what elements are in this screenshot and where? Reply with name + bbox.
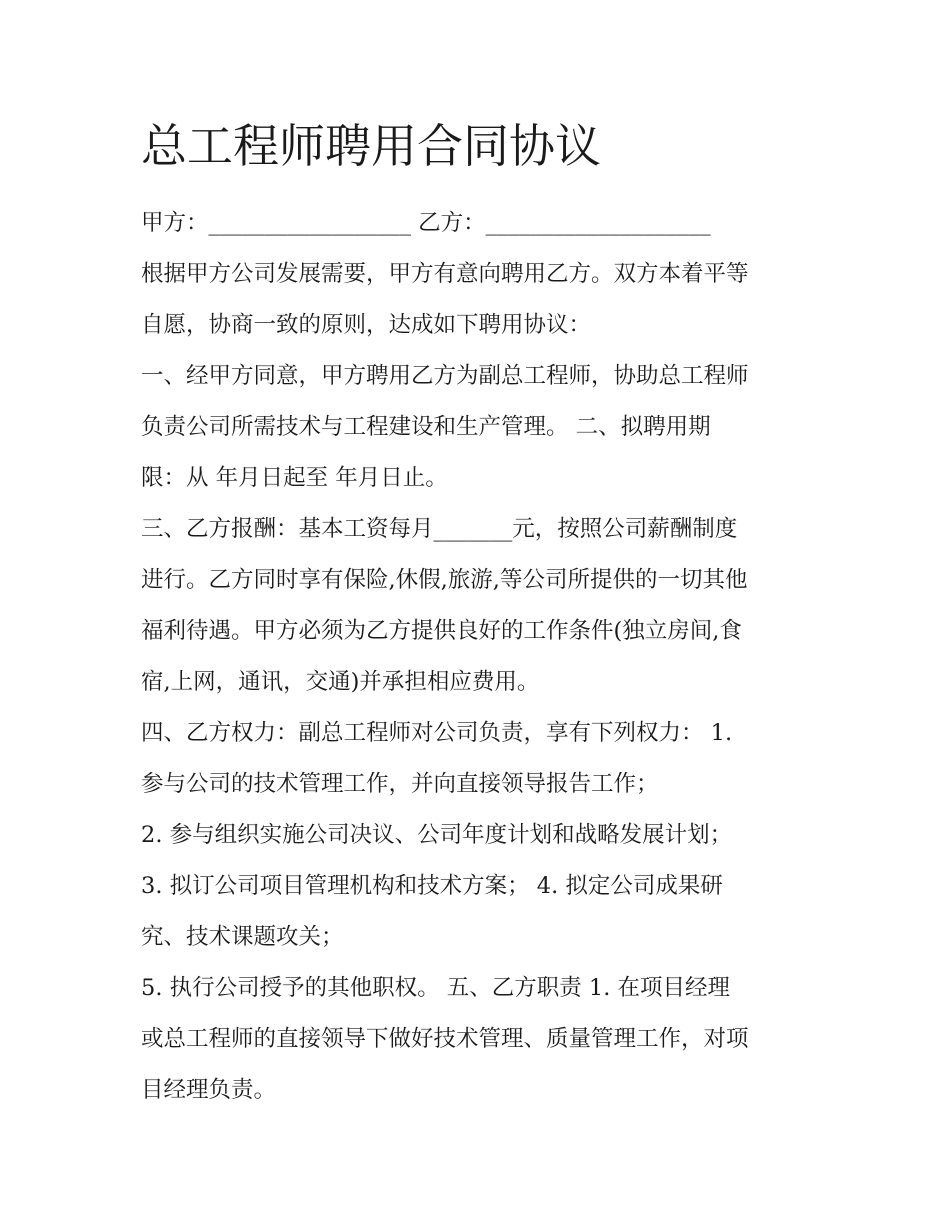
body-line: 限：从 年月日起至 年月日止。	[141, 465, 448, 491]
body-line: 自愿，协商一致的原则，达成如下聘用协议：	[141, 312, 592, 338]
body-line: 3. 拟订公司项目管理机构和技术方案； 4. 拟定公司成果研	[141, 873, 723, 899]
document-title: 总工程师聘用合同协议	[141, 119, 601, 173]
body-line: 进行。乙方同时享有保险,休假,旅游,等公司所提供的一切其他	[141, 567, 748, 593]
body-line: 参与公司的技术管理工作，并向直接领导报告工作；	[141, 771, 659, 797]
body-line: 5. 执行公司授予的其他职权。 五、乙方职责 1. 在项目经理	[141, 975, 731, 1001]
body-line: 负责公司所需技术与工程建设和生产管理。 二、拟聘用期	[141, 414, 711, 440]
body-line: 三、乙方报酬：基本工资每月_______元，按照公司薪酬制度	[141, 516, 738, 542]
body-line: 或总工程师的直接领导下做好技术管理、质量管理工作，对项	[141, 1026, 749, 1052]
body-line: 四、乙方权力：副总工程师对公司负责，享有下列权力： 1.	[141, 720, 733, 746]
body-line: 2. 参与组织实施公司决议、公司年度计划和战略发展计划；	[141, 822, 733, 848]
body-line: 宿,上网，通讯，交通)并承担相应费用。	[141, 669, 540, 695]
body-line: 究、技术课题攻关；	[141, 924, 344, 950]
body-line: 目经理负责。	[141, 1077, 277, 1103]
body-line: 根据甲方公司发展需要，甲方有意向聘用乙方。双方本着平等	[141, 261, 749, 287]
body-line: 福利待遇。甲方必须为乙方提供良好的工作条件(独立房间,食	[141, 618, 742, 644]
body-line: 一、经甲方同意，甲方聘用乙方为副总工程师，协助总工程师	[141, 363, 749, 389]
party-line: 甲方：__________________ 乙方：____________________	[141, 210, 711, 236]
